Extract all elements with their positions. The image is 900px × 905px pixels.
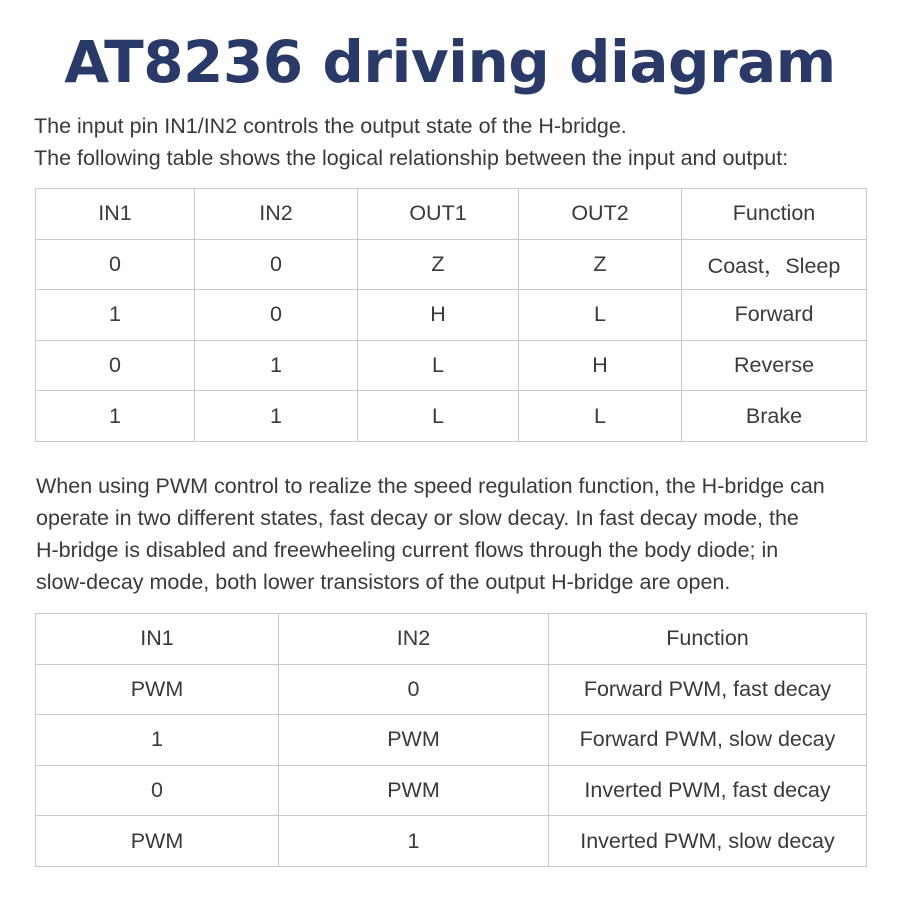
table-cell: 0 [36,765,279,816]
pwm-description [36,470,876,598]
table-row [36,340,867,391]
table-cell: 0 [195,239,358,290]
table-cell: 0 [195,290,358,341]
pwm-description-line: When using PWM control to realize the speed regulation function, the H-bridge can [36,474,825,498]
table-cell: 1 [195,391,358,442]
table-cell: PWM [279,765,549,816]
table-row [36,715,867,766]
header-cell: IN2 [279,614,549,665]
header-cell: IN1 [36,189,195,240]
pwm-description-line: slow-decay mode, both lower transistors of the output H-bridge are open. [36,570,731,594]
table-cell: L [519,391,682,442]
table-cell: 0 [279,664,549,715]
table-cell: Z [519,239,682,290]
table-row [36,765,867,816]
header-cell: Function [549,614,867,665]
table-header-row [36,614,867,665]
table-cell: L [358,391,519,442]
table-cell: L [358,340,519,391]
table-cell: 0 [36,239,195,290]
table-cell: Coast，Sleep [682,239,867,290]
table-cell: 1 [36,290,195,341]
table-cell: Reverse [682,340,867,391]
table-row [36,664,867,715]
intro-line: The following table shows the logical relationship between the input and output: [34,146,789,170]
header-cell: IN2 [195,189,358,240]
table-cell: 0 [36,340,195,391]
header-cell: OUT2 [519,189,682,240]
table-row [36,290,867,341]
table-cell: H [358,290,519,341]
header-cell: Function [682,189,867,240]
table-cell: PWM [36,664,279,715]
intro-text [34,110,874,174]
header-cell: OUT1 [358,189,519,240]
table-row [36,391,867,442]
table-cell: H [519,340,682,391]
page-title: AT8236 driving diagram [64,28,836,96]
table-cell: PWM [36,816,279,867]
table-cell: L [519,290,682,341]
table-cell: Z [358,239,519,290]
table-cell: PWM [279,715,549,766]
table-cell: 1 [195,340,358,391]
intro-line: The input pin IN1/IN2 controls the output state of the H-bridge. [34,114,627,138]
table-cell: Forward PWM, slow decay [549,715,867,766]
table-cell: 1 [36,391,195,442]
table-cell: 1 [36,715,279,766]
table-cell: Brake [682,391,867,442]
table-row [36,239,867,290]
table-cell: Forward [682,290,867,341]
pwm-description-line: H-bridge is disabled and freewheeling current flows through the body diode; in [36,538,779,562]
table-cell: 1 [279,816,549,867]
header-cell: IN1 [36,614,279,665]
table-row [36,816,867,867]
table-cell: Inverted PWM, fast decay [549,765,867,816]
table-cell: Inverted PWM, slow decay [549,816,867,867]
pwm-description-line: operate in two different states, fast decay or slow decay. In fast decay mode, the [36,506,799,530]
table-cell: Forward PWM, fast decay [549,664,867,715]
logic-truth-table [35,188,867,442]
table-header-row [36,189,867,240]
pwm-control-table [35,613,867,867]
